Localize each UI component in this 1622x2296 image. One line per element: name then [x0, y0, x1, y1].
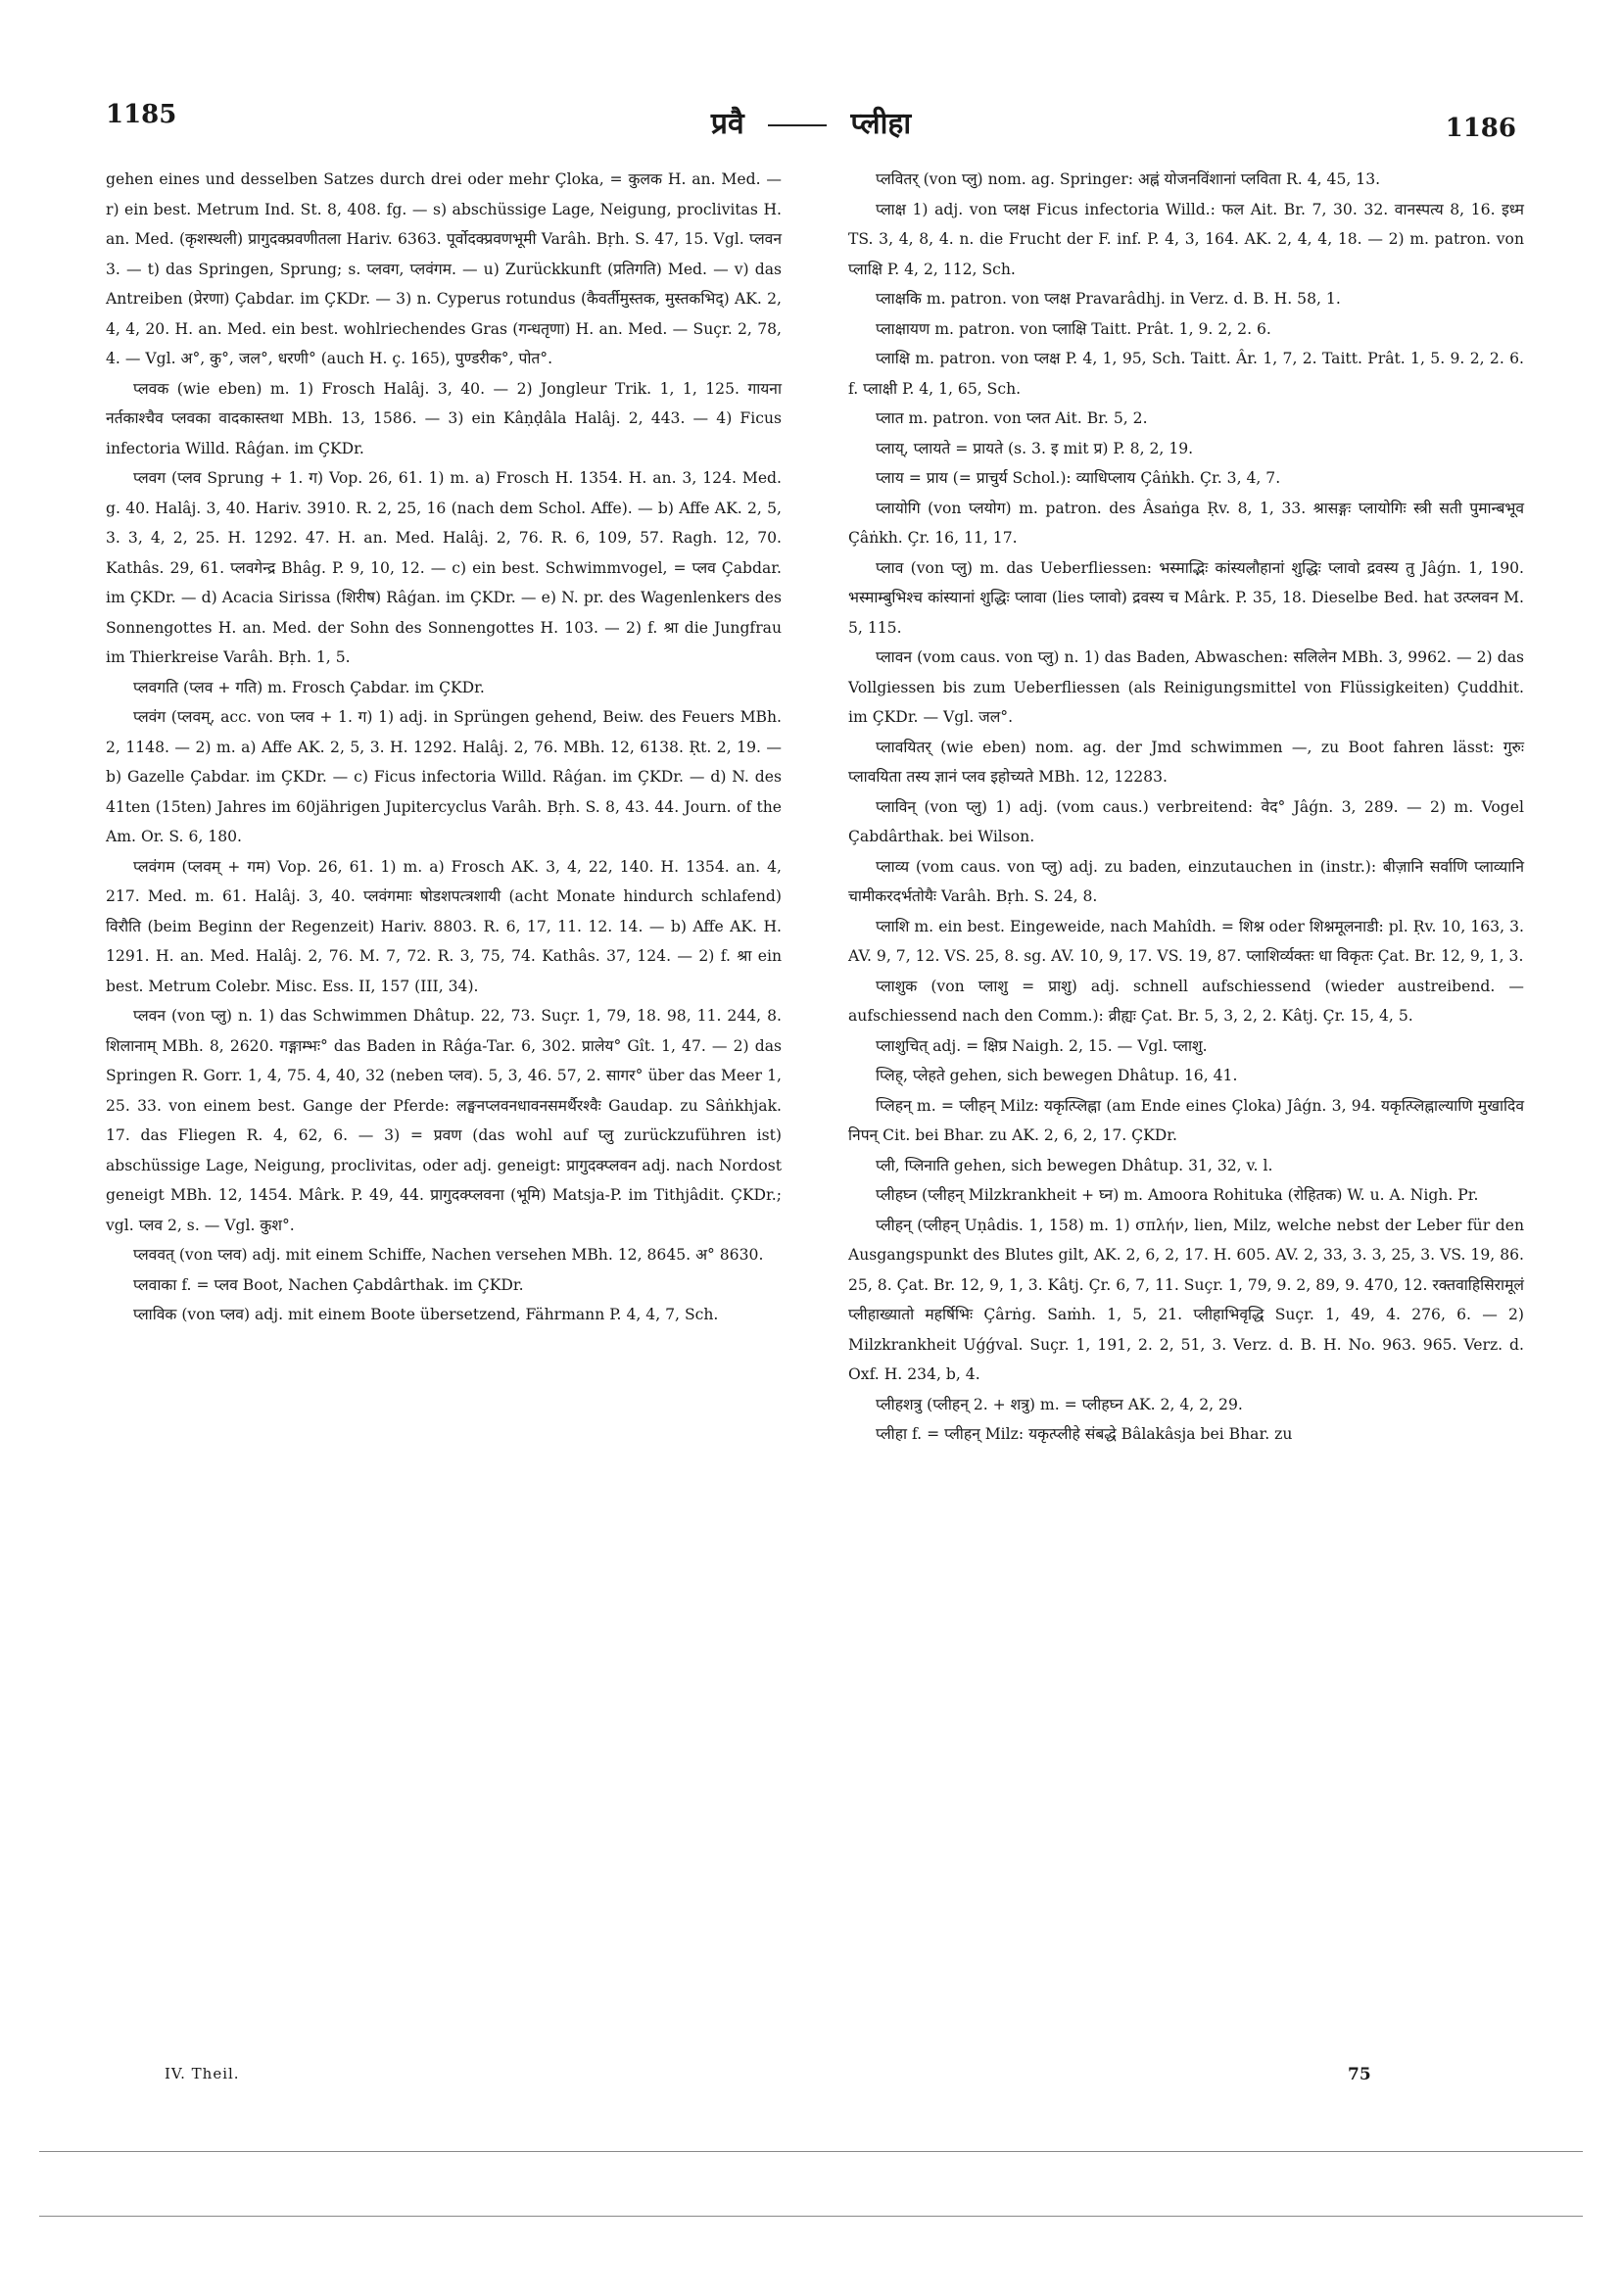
entry: प्लाविन् (von प्लु) 1) adj. (vom caus.) verbreitend: वेद° Jâǵn. 3, 289. — 2) m. Vogel Çabdârthak. bei Wilson.	[848, 797, 1524, 845]
page-header	[106, 96, 1516, 145]
entry: प्लाव्य (vom caus. von प्लु) adj. zu baden, einzutauchen in (instr.): बीज़ानि सर्वाणि प्लाव्यानि चामीकरदर्भतोयैः Varâh. Bṛh. S. 24, 8.	[848, 857, 1524, 905]
entry: प्लाक्षकि m. patron. von प्लक्ष Pravarâdhj. in Verz. d. B. H. 58, 1.	[876, 290, 1341, 308]
guide-dash	[768, 124, 827, 126]
entry: प्लाशुचित् adj. = क्षिप्र Naigh. 2, 15. — Vgl. प्लाशु.	[876, 1036, 1208, 1055]
entry: प्लवक (wie eben) m. 1) Frosch Halâj. 3, 40. — 2) Jongleur Trik. 1, 1, 125. गायना नर्तकाश्चैव प्लवका वादकास्तथा MBh. 13, 1586. — 3) ein Kâṇḍâla Halâj. 2, 443. — 4) Ficus infectoria Willd. Râǵan. im ÇKDr.	[106, 379, 782, 457]
entry: प्लावन (vom caus. von प्लु) n. 1) das Baden, Abwaschen: सलिलेन MBh. 3, 9962. — 2) das Vollgiessen bis zum Ueberfliessen (als Reinigungsmittel von Flüssigkeiten) Çuddhit. im ÇKDr. — Vgl. जल°.	[848, 648, 1524, 726]
entry: प्लिहन् m. = प्लीहन् Milz: यकृत्प्लिह्ना (am Ende eines Çloka) Jâǵn. 3, 94. यकृत्प्लिह्नाल्याणि मुखादिव निपन् Cit. bei Bhar. zu AK. 2, 6, 2, 17. ÇKDr.	[848, 1096, 1524, 1144]
entry: प्लवंग (प्लवम्, acc. von प्लव + 1. ग) 1) adj. in Sprüngen gehend, Beiw. des Feuers MBh. 2, 1148. — 2) m. a) Affe AK. 2, 5, 3. H. 1292. Halâj. 2, 76. MBh. 12, 6138. Ṛt. 2, 19. — b) Gazelle Çabdar. im ÇKDr. — c) Ficus infectoria Willd. Râǵan. im ÇKDr. — d) N. des 41ten (15ten) Jahres im 60jährigen Jupitercyclus Varâh. Bṛh. S. 8, 43. 44. Journ. of the Am. Or. S. 6, 180.	[106, 708, 782, 845]
entry: प्लाक्षायण m. patron. von प्लाक्षि Taitt. Prât. 1, 9. 2, 2. 6.	[876, 319, 1271, 338]
entry: प्लीहन् (प्लीहन् Uṇâdis. 1, 158) m. 1) σπλήν, lien, Milz, welche nebst der Leber für den Ausgangspunkt des Blutes gilt, AK. 2, 6, 2, 17. H. 605. AV. 2, 33, 3. 3, 25, 3. VS. 19, 86. 25, 8. Çat. Br. 12, 9, 1, 3. Kâtj. Çr. 6, 7, 11. Suçr. 1, 79, 9. 2, 89, 9. 470, 12. रक्तवाहिसिरामूलं प्लीहाख्यातो महर्षिभिः Çârṅg. Saṁh. 1, 5, 21. प्लीहाभिवृद्धि Suçr. 1, 49, 4. 276, 6. — 2) Milzkrankheit Uǵǵval. Suçr. 1, 191, 2. 2, 51, 3. Verz. d. B. H. No. 963. 965. Verz. d. Oxf. H. 234, b, 4.	[848, 1216, 1524, 1383]
entry: प्लिह्, प्लेहते gehen, sich bewegen Dhâtup. 16, 41.	[876, 1067, 1238, 1084]
volume-note: IV. Theil.	[165, 2065, 240, 2082]
entry: प्लीहघ्न (प्लीहन् Milzkrankheit + घ्न) m. Amoora Rohituka (रोहितक) W. u. A. Nigh. Pr.	[876, 1186, 1479, 1204]
entry: प्लवन (von प्लु) n. 1) das Schwimmen Dhâtup. 22, 73. Suçr. 1, 79, 18. 98, 11. 244, 8. शिलानाम् MBh. 8, 2620. गङ्गाम्भः° das Baden in Râǵa-Tar. 6, 302. प्रालेय° Gît. 1, 47. — 2) das Springen R. Gorr. 1, 4, 75. 4, 40, 32 (neben प्लव). 5, 3, 46. 57, 2. सागर° über das Meer 1, 25. 33. von einem best. Gange der Pferde: लङ्घनप्लवनधावनसमर्थैरश्वैः Gaudap. zu Sâṅkhjak. 17. das Fliegen R. 4, 62, 6. — 3) = प्रवण (das wohl auf प्लु zurückzuführen ist) abschüssige Lage, Neigung, proclivitas, oder adj. geneigt: प्रागुदक्प्लवन adj. nach Nordost geneigt MBh. 12, 1454. Mârk. P. 49, 44. प्रागुदक्प्लवना (भूमि) Matsja-P. im Tithjâdit. ÇKDr.; vgl. प्लव 2, s. — Vgl. कुश°.	[106, 1007, 782, 1234]
entry: प्लात m. patron. von प्लत Ait. Br. 5, 2.	[876, 409, 1148, 427]
entry: प्लवंगम (प्लवम् + गम) Vop. 26, 61. 1) m. a) Frosch AK. 3, 4, 22, 140. H. 1354. an. 4, 217. Med. m. 61. Halâj. 3, 40. प्लवंगमाः षोडशपत्त्रशायी (acht Monate hindurch schlafend) विरौति (beim Beginn der Regenzeit) Hariv. 8803. R. 6, 17, 11. 12. 14. — b) Affe AK. H. 1291. H. an. Med. Halâj. 2, 76. M. 7, 72. R. 3, 75, 74. Kathâs. 37, 124. — 2) f. श्रा ein best. Metrum Colebr. Misc. Ess. II, 157 (III, 34).	[106, 857, 782, 995]
entry: प्लाक्षि m. patron. von प्लक्ष P. 4, 1, 95, Sch. Taitt. Âr. 1, 7, 2. Taitt. Prât. 1, 5. 9. 2, 2. 6. f. प्लाक्षी P. 4, 1, 65, Sch.	[848, 350, 1524, 398]
entry: प्लायोगि (von प्लयोग) m. patron. des Âsaṅga Ṛv. 8, 1, 33. श्रासङ्गः प्लायोगिः स्त्री सती पुमान्बभूव Çâṅkh. Çr. 16, 11, 17.	[848, 499, 1524, 547]
bottom-rule	[39, 2216, 1583, 2217]
entry: प्लाशुक (von प्लाशु = प्राशु) adj. schnell aufschiessend (wieder austreibend. — aufschiessend nach den Comm.): व्रीह्यः Çat. Br. 5, 3, 2, 2. Kâtj. Çr. 15, 4, 5.	[848, 977, 1524, 1025]
entry: प्लवग (प्लव Sprung + 1. ग) Vop. 26, 61. 1) m. a) Frosch H. 1354. H. an. 3, 124. Med. g. 40. Halâj. 3, 40. Hariv. 3910. R. 2, 25, 16 (nach dem Schol. Affe). — b) Affe AK. 2, 5, 3. 3, 4, 2, 25. H. 1292. 47. H. an. Med. Halâj. 2, 76. R. 6, 109, 57. Ragh. 12, 70. Kathâs. 29, 61. प्लवगेन्द्र Bhâg. P. 9, 10, 12. — c) ein best. Schwimmvogel, = प्लव Çabdar. im ÇKDr. — d) Acacia Sirissa (शिरीष) Râǵan. im ÇKDr. — e) N. pr. des Wagenlenkers des Sonnengottes H. an. Med. der Sohn des Sonnengottes H. 103. — 2) f. श्रा die Jungfrau im Thierkreise Varâh. Bṛh. 1, 5.	[106, 469, 782, 666]
guide-word-first: प्रवै	[710, 107, 744, 141]
entry: प्लावयितर् (wie eben) nom. ag. der Jmd schwimmen —, zu Boot fahren lässt: गुरुः प्लावयिता तस्य ज्ञानं प्लव इहोच्यते MBh. 12, 12283.	[848, 738, 1524, 786]
entry: प्लवाका f. = प्लव Boot, Nachen Çabdârthak. im ÇKDr.	[133, 1275, 524, 1294]
entry: प्लीहशत्रु (प्लीहन् 2. + शत्रु) m. = प्लीहघ्न AK. 2, 4, 2, 29.	[876, 1395, 1243, 1413]
signature-mark: 75	[1348, 2065, 1371, 2084]
entry-continuation: gehen eines und desselben Satzes durch drei oder mehr Çloka, = कुलक H. an. Med. — r) ein best. Metrum Ind. St. 8, 408. fg. — s) abschüssige Lage, Neigung, proclivitas H. an. Med. (कृशस्थली) प्रागुदक्प्रवणीतला Hariv. 6363. पूर्वोदक्प्रवणभूमी Varâh. Bṛh. S. 47, 15. Vgl. प्लवन 3. — t) das Springen, Sprung; s. प्लवग, प्लवंगम. — u) Zurückkunft (प्रतिगति) Med. — v) das Antreiben (प्रेरणा) Çabdar. im ÇKDr. — 3) n. Cyperus rotundus (कैवर्तीमुस्तक, मुस्तकभिद्) AK. 2, 4, 4, 20. H. an. Med. ein best. wohlriechendes Gras (गन्धतृणा) H. an. Med. — Suçr. 2, 78, 4. — Vgl. अ°, कु°, जल°, धरणी° (auch H. ç. 165), पुण्डरीक°, पोत°.	[106, 170, 782, 367]
guide-words	[106, 102, 1516, 142]
page-number-right: 1186	[1445, 114, 1516, 143]
entry: प्लाविक (von प्लव) adj. mit einem Boote übersetzend, Fährmann P. 4, 4, 7, Sch.	[133, 1306, 719, 1323]
entry: प्लाक्ष 1) adj. von प्लक्ष Ficus infectoria Willd.: फल Ait. Br. 7, 30. 32. वानस्पत्य 8, 16. इध्म TS. 3, 4, 8, 4. n. die Frucht der F. inf. P. 4, 3, 164. AK. 2, 4, 4, 18. — 2) m. patron. von प्लाक्षि P. 4, 2, 112, Sch.	[848, 200, 1524, 278]
entry: प्लाव (von प्लु) m. das Ueberfliessen: भस्माद्भिः कांस्यलौहानां शुद्धिः प्लावो द्रवस्य तु Jâǵn. 1, 190. भस्माम्बुभिश्च कांस्यानां शुद्धिः प्लावा (lies प्लावो) द्रवस्य च Mârk. P. 35, 18. Dieselbe Bed. hat उत्प्लवन M. 5, 115.	[848, 558, 1524, 637]
entry: प्ली, प्लिनाति gehen, sich bewegen Dhâtup. 31, 32, v. l.	[876, 1156, 1273, 1174]
entry: प्लीहा f. = प्लीहन् Milz: यकृत्प्लीहे संबद्धे Bâlakâsja bei Bhar. zu	[876, 1425, 1293, 1443]
entry: प्लवगति (प्लव + गति) m. Frosch Çabdar. im ÇKDr.	[133, 678, 485, 696]
right-column	[848, 165, 1524, 1450]
entry: प्लाशि m. ein best. Eingeweide, nach Mahîdh. = शिश्न oder शिश्नमूलनाडी: pl. Ṛv. 10, 163, 3. AV. 9, 7, 12. VS. 25, 8. sg. AV. 10, 9, 17. VS. 19, 87. प्लाशिर्व्यक्तः धा विकृतः Çat. Br. 12, 9, 1, 3.	[848, 917, 1524, 965]
left-column	[106, 165, 782, 1330]
bottom-rule	[39, 2151, 1583, 2152]
entry: प्लाय्, प्लायते = प्रायते (s. 3. इ mit प्र) P. 8, 2, 19.	[876, 439, 1194, 457]
entry: प्लवितर् (von प्लु) nom. ag. Springer: अह्नं योजनविंशानां प्लविता R. 4, 45, 13.	[876, 170, 1381, 188]
entry: प्लववत् (von प्लव) adj. mit einem Schiffe, Nachen versehen MBh. 12, 8645. अ° 8630.	[133, 1246, 764, 1264]
page-number-left: 1185	[106, 100, 177, 129]
guide-word-last: प्लीहा	[850, 107, 912, 141]
entry: प्लाय = प्राय (= प्राचुर्य Schol.): व्याधिप्लाय Çâṅkh. Çr. 3, 4, 7.	[876, 469, 1281, 487]
